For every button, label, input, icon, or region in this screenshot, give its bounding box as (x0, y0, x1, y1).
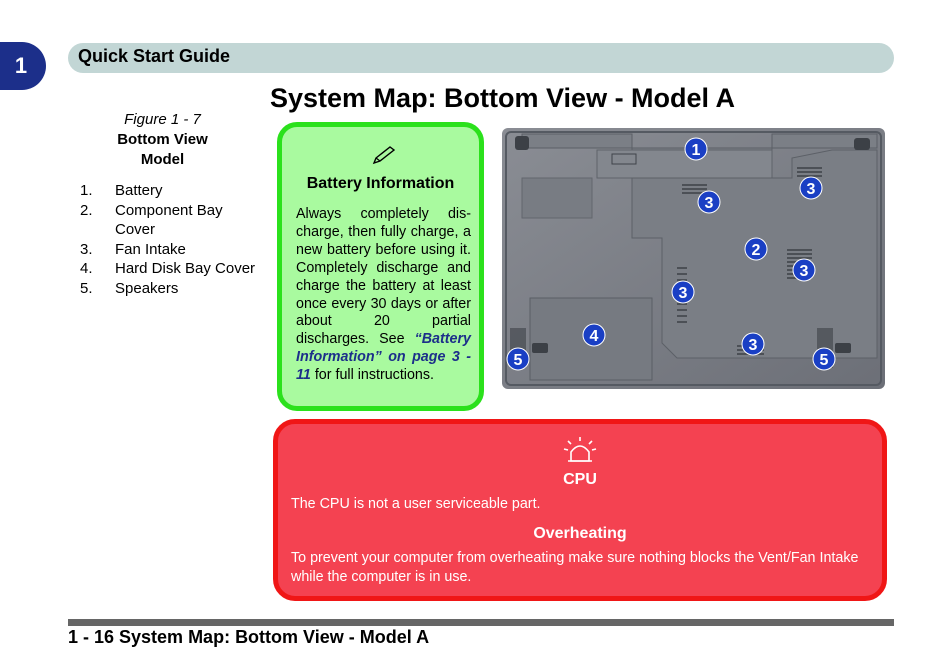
callout-label: 5 (819, 352, 829, 369)
cpu-text: The CPU is not a user serviceable part. (291, 496, 541, 512)
legend-label: Fan Intake (115, 240, 186, 258)
header-bar (68, 43, 894, 73)
callout-label: 5 (513, 352, 523, 369)
overheating-title: Overheating (533, 525, 627, 542)
legend-number: 1. (80, 182, 93, 199)
callout-label: 3 (806, 181, 816, 198)
warning-box (273, 419, 887, 601)
page-title: System Map: Bottom View - Model A (270, 83, 736, 113)
legend-number: 2. (80, 201, 93, 219)
header-title: Quick Start Guide (78, 46, 231, 66)
pencil-icon (372, 145, 396, 165)
figure-title-line1: Bottom View (117, 131, 208, 148)
cpu-title: CPU (563, 471, 597, 488)
note-text-end: for full instructions. (310, 367, 435, 384)
note-text: Always completely dis-charge, then fully charge, a new battery before using it. Completely discharge and charge the battery at least once every 30 days or after about 20 partial discharges. See (296, 206, 471, 348)
legend-label: Battery (115, 182, 163, 199)
callout-label: 4 (589, 328, 599, 345)
callout-label: 3 (704, 195, 714, 212)
legend-list (80, 181, 260, 298)
footer-rule (68, 619, 894, 626)
note-title: Battery Information (306, 175, 455, 192)
figure-number: Figure 1 - 7 (124, 111, 201, 128)
callout-label: 3 (678, 285, 688, 302)
battery-info-link[interactable]: “Battery Information” on page 3 - 11 (296, 331, 471, 384)
callout-label: 1 (691, 142, 701, 159)
legend-item (80, 181, 260, 201)
callout-label: 2 (751, 242, 761, 259)
legend-label: Component Bay Cover (115, 201, 223, 238)
siren-icon (562, 436, 598, 464)
overheating-text: To prevent your computer from overheating make sure nothing blocks the Vent/Fan Intake while the computer is in use. (291, 550, 859, 585)
legend-number: 5. (80, 279, 93, 297)
legend-item (80, 240, 260, 260)
legend-item (80, 279, 260, 299)
note-body (296, 206, 471, 385)
legend-item (80, 201, 260, 240)
figure-title-line2: Model (140, 151, 185, 168)
figure-caption (80, 110, 245, 170)
legend-item (80, 259, 260, 279)
legend-label: Speakers (115, 279, 179, 297)
callout-label: 3 (799, 263, 809, 280)
chapter-tab: 1 (0, 42, 46, 90)
callout-label: 3 (748, 337, 758, 354)
bottom-view-photo (502, 128, 885, 389)
legend-label: Hard Disk Bay Cover (115, 260, 256, 277)
footer-text: 1 - 16 System Map: Bottom View - Model A (68, 627, 430, 647)
legend-number: 4. (80, 260, 93, 277)
battery-note-box (277, 122, 484, 411)
legend-number: 3. (80, 240, 93, 258)
